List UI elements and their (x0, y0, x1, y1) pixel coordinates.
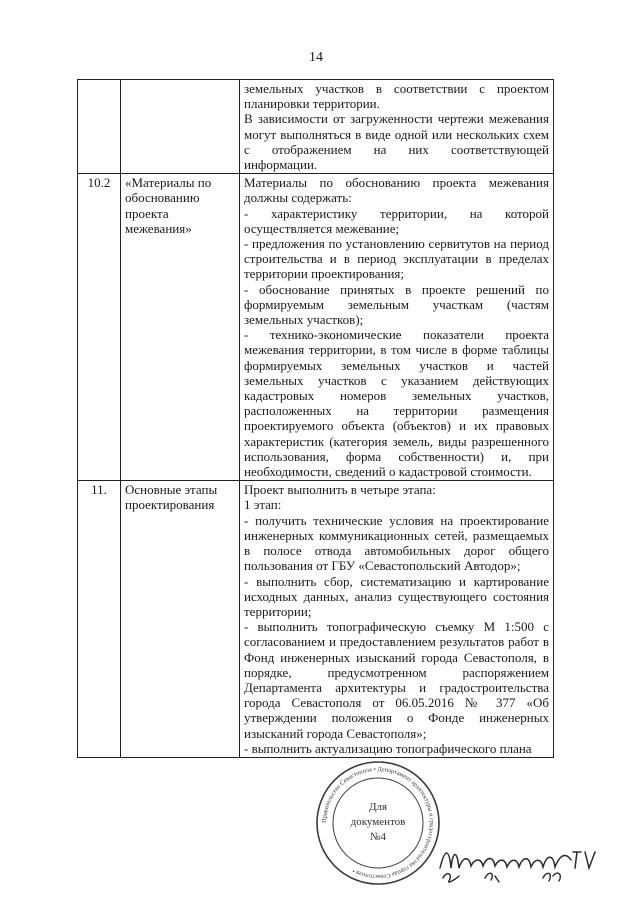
paragraph: - выполнить топографическую съемку М 1:500 с согласованием и предоставлением результатов работ в Фонд инженерных изысканий города Севастополя, в порядке, предусмотренном распоряжением Департамента архитектуры и градостроительства города Севастополя от 06.05.2016 № 377 «Об утверждении положения о Фонде инженерных изысканий города Севастополя»; (244, 619, 549, 741)
paragraph: - технико-экономические показатели проекта межевания территории, в том числе в форме таблицы формируемых земельных участков и частей земельных участков с указанием действующих кадастровых номеров земельных участков, расположенных на территории размещения проектируемого объекта (объектов) и их правовых характеристик (категория земель, виды разрешенного использования, форма собственности) и, при необходимости, сведений о кадастровой стоимости. (244, 327, 549, 480)
paragraph: Проект выполнить в четыре этапа: (244, 482, 436, 498)
document-table (77, 79, 554, 758)
official-stamp (315, 760, 441, 886)
row-content (240, 174, 554, 481)
row-title-line: «Материалы по (125, 175, 212, 191)
row-title-line: Основные этапы (125, 482, 218, 498)
paragraph: - получить технические условия на проектирование инженерных коммуникационных сетей, размещаемых в полосе отвода автомобильных дорог общего пользования от ГБУ «Севастопольский Автодор»; (244, 512, 549, 574)
stamp-line: Для (368, 801, 388, 813)
paragraph: - выполнить сбор, систематизацию и картирование исходных данных, анализ существующего состояния территории; (244, 573, 549, 619)
table-row (78, 481, 554, 758)
table-row (78, 174, 554, 481)
row-title-line: проектирования (125, 497, 215, 513)
row-title (121, 80, 240, 174)
paragraph: - предложения по установлению сервитутов на период строительства и в период эксплуатации в пределах территории проектирования; (244, 236, 549, 282)
table-row (78, 80, 554, 174)
paragraph: - выполнить актуализацию топографического плана (244, 740, 532, 756)
handwritten-signature (435, 840, 610, 885)
paragraph: - обоснование принятых в проекте решений по формируемым земельным участкам (частям земельных участков); (244, 281, 549, 328)
row-number (78, 80, 121, 174)
row-content (240, 481, 554, 758)
paragraph: земельных участков в соответствии с проектом планировки территории. (244, 81, 549, 112)
row-content (240, 80, 554, 174)
row-title-line: обоснованию (125, 190, 200, 206)
paragraph: 1 этап: (244, 497, 282, 513)
row-number: 10.2 (78, 174, 121, 481)
stamp-line: №4 (370, 831, 386, 843)
stamp-line: документов (350, 816, 406, 828)
row-title (121, 481, 240, 758)
row-number: 11. (78, 481, 121, 758)
page-number: 14 (309, 50, 323, 65)
row-title (121, 174, 240, 481)
paragraph: Материалы по обоснованию проекта межевания должны содержать: (244, 175, 549, 206)
paragraph: - характеристику территории, на которой осуществляется межевание; (244, 205, 549, 236)
paragraph: В зависимости от загруженности чертежи межевания могут выполняться в виде одной или нескольких схем с отображением на них соответствующей информации. (244, 111, 549, 173)
row-title-line: проекта межевания» (125, 205, 192, 236)
stamp-ring-text: Правительство Севастополя • Департамент архитектуры и градостроительства города Севастополя • (320, 765, 436, 881)
